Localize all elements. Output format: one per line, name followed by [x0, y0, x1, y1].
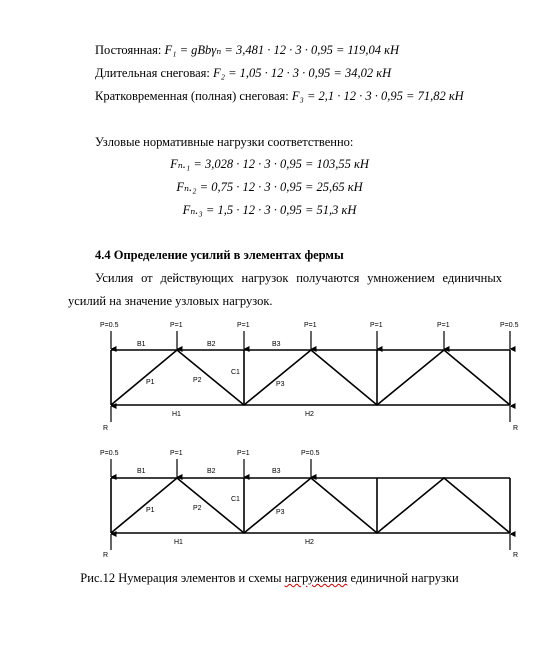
truss-diagram-2 — [0, 444, 539, 564]
truss-1-load-label: P=1 — [170, 322, 183, 329]
truss-1-support-left: R — [103, 425, 109, 432]
section-heading: 4.4 Определение усилий в элементах фермы — [95, 248, 344, 262]
truss-1-load-label: P=0.5 — [100, 322, 119, 329]
load-short-snow — [95, 89, 464, 104]
truss-2-member-h1: H1 — [174, 539, 183, 546]
truss-1-member-b2: B2 — [207, 341, 216, 348]
load-short-snow-formula: F₃ = 2,1 · 12 · 3 · 0,95 = 71,82 кН — [291, 89, 464, 103]
truss-2-support-left: R — [103, 552, 109, 559]
load-permanent-label: Постоянная: — [95, 43, 165, 57]
truss-1-load-label: P=1 — [304, 322, 317, 329]
nodal-load-3: Fₙ.₃ = 1,5 · 12 · 3 · 0,95 = 51,3 кН — [182, 203, 357, 217]
truss-2-load-label: P=1 — [170, 450, 183, 457]
nodal-load-2: Fₙ.₂ = 0,75 · 12 · 3 · 0,95 = 25,65 кН — [176, 180, 363, 194]
load-long-snow-label: Длительная снеговая: — [95, 66, 213, 80]
truss-2-member-b2: B2 — [207, 468, 216, 475]
truss-2-member-c1: C1 — [231, 496, 240, 503]
truss-1-load-label: P=1 — [237, 322, 250, 329]
paragraph-line-1: Усилия от действующих нагрузок получаются умножением единичных — [95, 271, 502, 285]
truss-2-load-label: P=0.5 — [301, 450, 320, 457]
truss-2-load-arrows — [111, 459, 510, 550]
truss-2-member-b1: B1 — [137, 468, 146, 475]
truss-1-support-right: R — [513, 425, 519, 432]
caption-text-1: Рис.12 Нумерация элементов и схемы — [80, 571, 285, 585]
truss-2-frame — [111, 478, 510, 533]
load-permanent-formula: F₁ = gBbγₙ = 3,481 · 12 · 3 · 0,95 = 119,04 кН — [164, 43, 399, 57]
load-long-snow-formula: F₂ = 1,05 · 12 · 3 · 0,95 = 34,02 кН — [213, 66, 392, 80]
truss-1-member-b1: B1 — [137, 341, 146, 348]
load-permanent — [95, 42, 399, 58]
truss-1-member-p3: P3 — [276, 381, 285, 388]
truss-1-member-h1: H1 — [172, 411, 181, 418]
truss-1-load-label: P=0.5 — [500, 322, 519, 329]
figure-caption — [0, 571, 539, 586]
truss-2-member-p3: P3 — [276, 509, 285, 516]
truss-1-load-label: P=1 — [370, 322, 383, 329]
truss-2-member-p2: P2 — [193, 505, 202, 512]
paragraph-line-2: усилий на значение узловых нагрузок. — [68, 294, 273, 308]
truss-2-member-b3: B3 — [272, 468, 281, 475]
truss-2-support-right: R — [513, 552, 519, 559]
truss-2-load-label: P=1 — [237, 450, 250, 457]
nodal-intro: Узловые нормативные нагрузки соответственно: — [95, 135, 354, 149]
truss-1-load-arrows — [111, 331, 510, 422]
truss-1-load-label: P=1 — [437, 322, 450, 329]
truss-1-member-p2: P2 — [193, 377, 202, 384]
truss-1-member-c1: C1 — [231, 369, 240, 376]
caption-text-3: единичной нагрузки — [347, 571, 459, 585]
truss-1-member-h2: H2 — [305, 411, 314, 418]
nodal-load-1: Fₙ.₁ = 3,028 · 12 · 3 · 0,95 = 103,55 кН — [170, 157, 369, 171]
caption-text-2: нагружения — [284, 571, 348, 585]
truss-2-member-h2: H2 — [305, 539, 314, 546]
truss-2-member-p1: P1 — [146, 507, 155, 514]
truss-1-member-b3: B3 — [272, 341, 281, 348]
truss-2-load-label: P=0.5 — [100, 450, 119, 457]
load-short-snow-label: Кратковременная (полная) снеговая: — [95, 89, 292, 103]
truss-1-frame — [111, 350, 510, 405]
load-long-snow — [95, 66, 391, 81]
truss-diagram-1 — [0, 316, 539, 436]
truss-1-member-p1: P1 — [146, 379, 155, 386]
